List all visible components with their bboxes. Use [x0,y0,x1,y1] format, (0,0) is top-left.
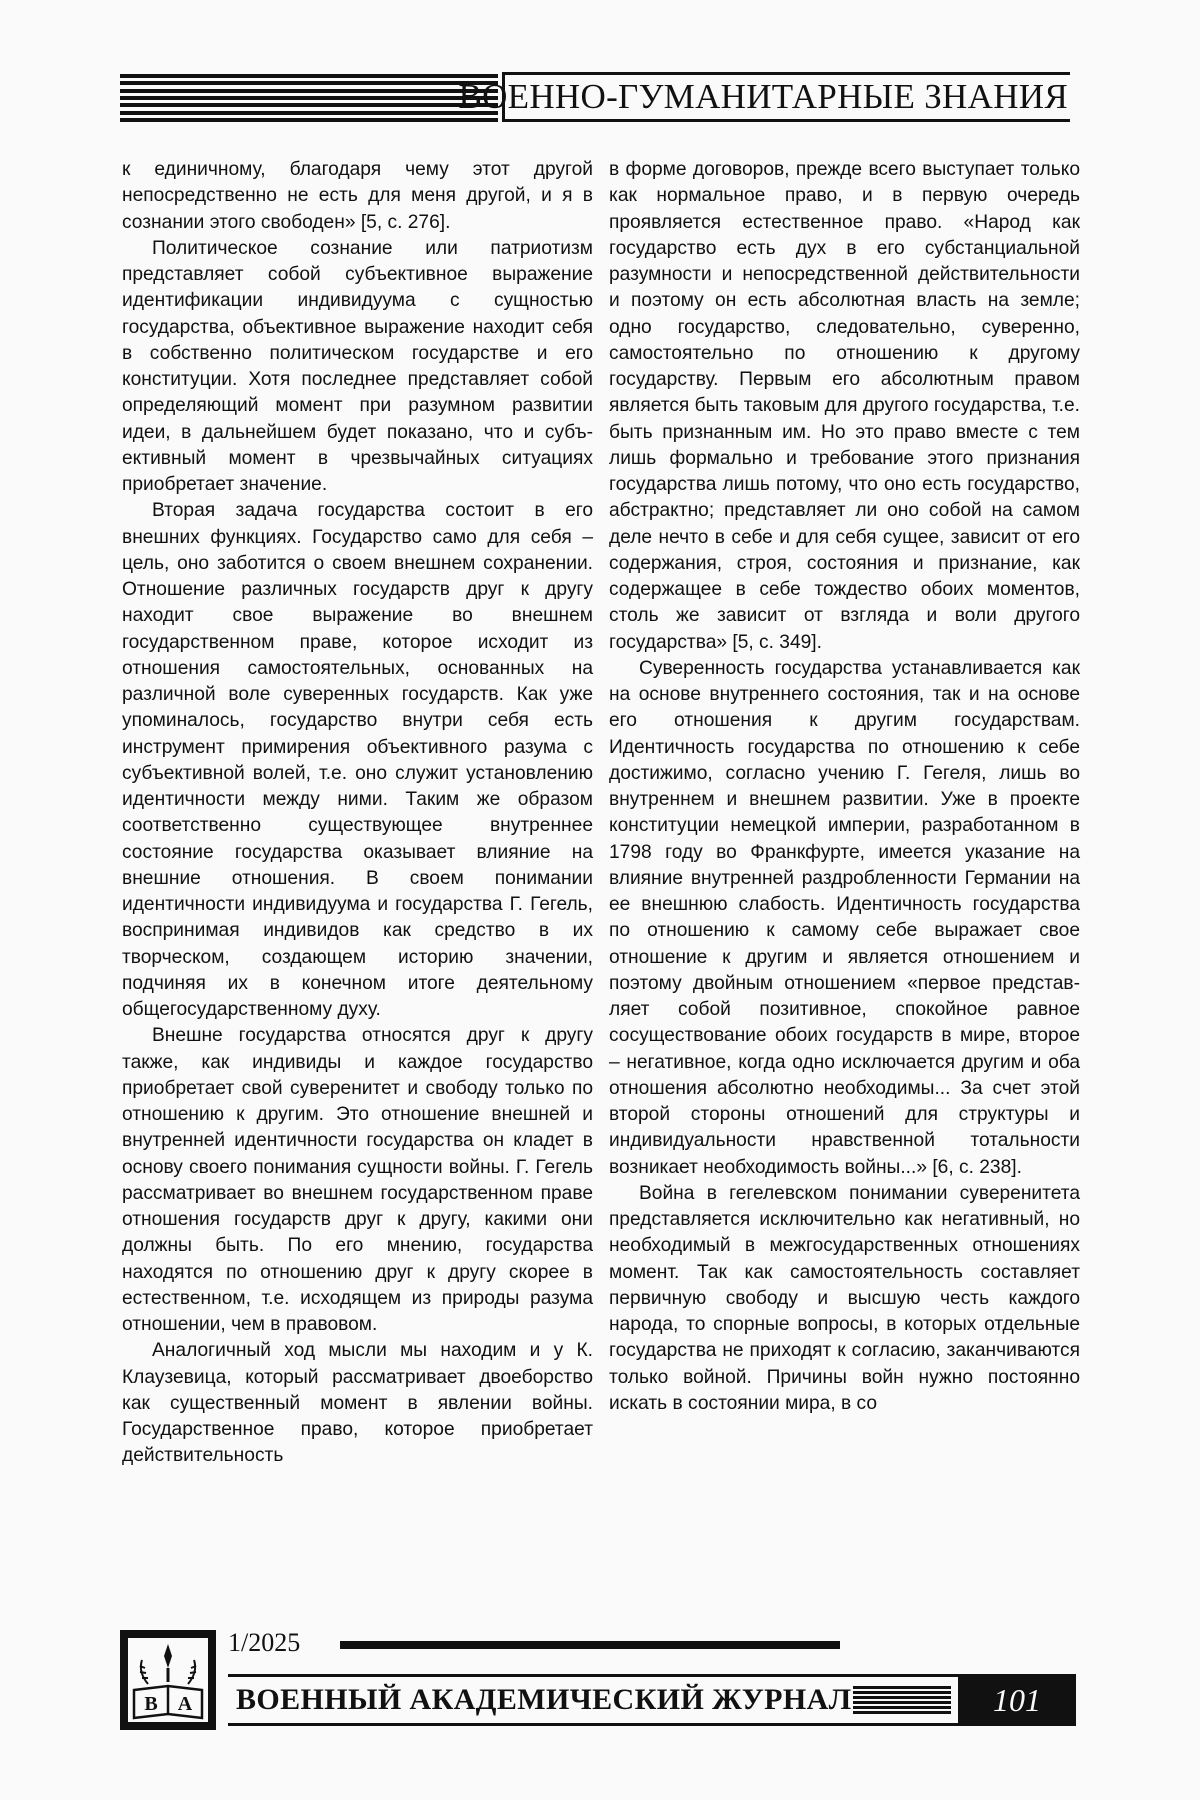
right-column [609,157,1080,1417]
left-column [122,157,593,1470]
paragraph: Война в гегелевском понимании суверенитета представляется исключительно как негативный, но необходимый в межгосударственных отношениях момент. Так как самостоятельность составляет первичную свободу и высшую честь каждого народа, то спорные вопросы, в которых отдельные государства не приходят к согласию, заканчиваются только войной. Причины войн нужно постоянно искать в состоянии мира, в со [609,1182,1080,1414]
page-number: 101 [958,1674,1076,1726]
header-section-box [458,72,1070,122]
header-rules [120,74,498,122]
book-torch-icon [128,1638,208,1722]
paragraph: Аналогичный ход мысли мы находим и у К. Клаузевица, который рассматривает двоеборство как существенный момент в явлении войны. Государственное право, которое приобретает действительность [122,1340,593,1467]
journal-title: ВОЕННЫЙ АКАДЕМИЧЕСКИЙ ЖУРНАЛ [236,1683,852,1716]
journal-logo-icon [120,1630,216,1730]
paragraph: Внешне государства относятся друг к другу также, как индивиды и каждое государство приобретает свой суверенитет и свободу только по отношению к другим. Это отношение внешней и внутренней идентичности государства он кладет в основу своего понимания сущности войны. Г. Гегель рассматривает во внешнем государственном праве отношения государств друг к другу, какими они должны быть. По его мнению, государства находятся по отношению друг к другу скорее в естественном, т.е. исходящем из природы разума отношении, чем в правовом. [122,1025,593,1335]
page-footer [120,1630,1076,1730]
paragraph: Суверенность государства устанавливается как на основе внутреннего состояния, так и на основе его отношения к другим государствам. Идентичность государства по отношению к себе достижимо, согласно учению Г. Гегеля, лишь во внутреннем и внешнем развитии. Уже в проекте конституции немецкой империи, разработанном в 1798 году во Франкфурте, имеется указание на влияние внутренней раздробленности Германии на ее внешнюю слабость. Идентичность государства по отношению к самому себе выражает свое отношение к другим и является отношением и поэтому двойным отношением «первое представляет собой позитивное, спокойное равное сосуществование обоих государств в мире, второе – негативное, когда одно исключается другим и оба отношения абсолютно необходимы... За счет этой второй стороны отношений для структуры и индивидуальности нравственной тотальности возникает необходимость войны...» [6, с. 238]. [609,657,1080,1178]
paragraph: в форме договоров, прежде всего выступает только как нормальное право, и в первую очередь проявляется естественное право. «Народ как государство есть дух в его субстанциальной разумности и непосредственной действительности и поэтому он есть абсолютная власть на земле; одно государство, следовательно, суверенно, самостоятельно по отношению к другому государству. Первым его абсолютным правом является быть таковым для другого государства, т.е. быть признанным им. Но это право вместе с тем лишь формально и требование этого признания государства лишь потому, что оно есть государство, абстрактно; представляет ли оно собой на самом деле нечто в себе и для себя сущее, зависит от его содержания, строя, состояния и признание, как содержащее в себе тождество обоих моментов, столь же зависит от взгляда и воли другого государства» [5, с. 349]. [609,159,1080,653]
paragraph: Вторая задача государства состоит в его внешних функциях. Государство само для себя – цель, оно заботится о своем внешнем сохранении. Отношение различных государств друг к другу находит свое выражение во внешнем государственном праве, которое исходит из отношения самостоятельных, основанных на различной воле суверенных государств. Как уже упоминалось, государство внутри себя есть инструмент примирения объективного разума с субъективной волей, т.е. оно служит установлению идентичности между ними. Таким же образом соответственно существующее внутреннее состояние государства оказывает влияние на внешние отношения. В своем понимании идентичности индивидуума и государства Г. Гегель, воспринимая индивидов как средство в их творческом, создающем историю значении, подчиняя их в конечном итоге деятельному общегосударственному духу. [122,500,593,1020]
paragraph: Политическое сознание или патриотизм представляет собой субъективное выражение идентификации индивидуума с сущностью государства, объективное выражение находит себя в собственно политическом государстве и его конституции. Хотя последнее представляет собой определяющий момент при разумном развитии идеи, в дальнейшем будет показано, что и субъективный момент в чрезвычайных ситуациях приобретает значение. [122,237,593,495]
journal-bar [228,1674,1076,1726]
paragraph: к единичному, благодаря чему этот другой непосредственно не есть для меня другой, и я в сознании этого свободен» [5, с. 276]. [122,159,593,233]
logo-letter-left: В [144,1693,158,1715]
logo-letter-right: А [177,1693,193,1715]
page-header [120,72,1072,124]
section-title: ВОЕННО-ГУМАНИТАРНЫЕ ЗНАНИЯ [458,77,1068,116]
issue-rule [340,1641,840,1649]
journal-rules [853,1686,951,1714]
issue-number: 1/2025 [228,1628,301,1657]
